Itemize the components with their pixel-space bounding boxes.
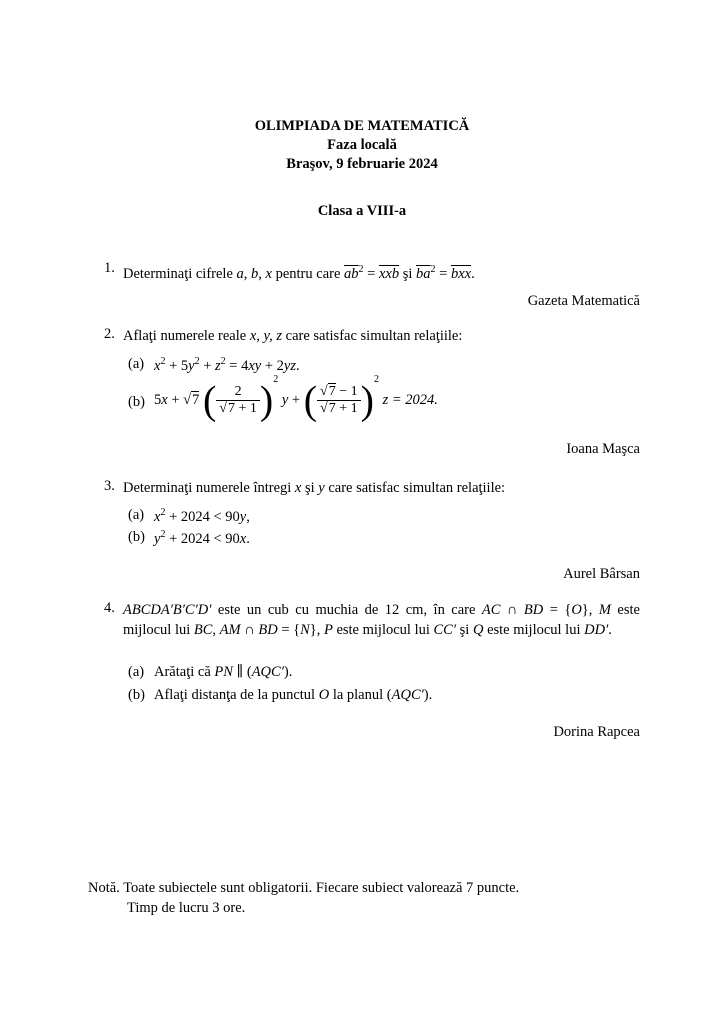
problem-1 [104,260,640,284]
inequality-3b: $y^2 + 2024 < 90x$. [154,529,250,547]
problem-number: 3. [104,478,115,494]
author-2: Ioana Maşca [566,441,640,457]
author-3: Aurel Bârsan [563,566,640,582]
problem-number: 2. [104,326,115,342]
equation-2: $\overline{ba}^2 = \overline{bxx}$. [416,264,475,282]
equation-2a: $x^2 + 5y^2 + z^2 = 4xy + 2yz$. [154,356,300,374]
problem-2 [104,326,640,346]
problem-text: ABCDA′B′C′D′ este un cub cu muchia de 12 cm, în care AC ∩ BD = {O}, M este mijlocul lui BC, AM ∩ BD = {N}, P este mijlocul lui CC′ şi Q este mijlocul lui DD′. [123,602,640,638]
equation-1: $\overline{ab}^2 = \overline{xxb}$ [344,264,400,282]
problem-text: Determinaţi cifrele a, b, x pentru care $\overline{ab}^2 = \overline{xxb}$ şi $\overline{ba}^2 = \overline{bxx}$. [123,264,475,282]
problem-4 [104,600,640,640]
exam-header [0,117,724,174]
note-line-1: Toate subiectele sunt obligatorii. Fiecare subiect valorează 7 puncte. [123,880,520,896]
grade-title: Clasa a VIII-a [317,203,407,219]
problem-3 [104,478,640,498]
author-1: Gazeta Matematică [527,293,640,309]
equation-2b: 5x + √7 ( $\frac{2}{√7 + 1}$ )$^2$ y + ( $\frac{√7 - 1}{√7 + 1}$ )$^2$ z = 2024. [154,374,438,423]
note-line-2: Timp de lucru 3 ore. [127,900,246,916]
note-label: Notă. [88,880,120,896]
problem-text: Aflaţi numerele reale x, y, z care satisfac simultan relaţiile: [123,328,463,344]
olympiad-title: OLIMPIADA DE MATEMATICĂ [254,118,470,134]
problem-text: Determinaţi numerele întregi x şi y care satisfac simultan relaţiile: [123,480,506,496]
author-4: Dorina Rapcea [553,724,640,740]
inequality-3a: $x^2 + 2024 < 90y$, [154,507,250,525]
problem-number: 4. [104,600,115,616]
problem-number: 1. [104,260,115,276]
phase-title: Faza locală [327,137,397,153]
location-date: Braşov, 9 februarie 2024 [286,156,438,172]
exam-note [88,878,519,918]
